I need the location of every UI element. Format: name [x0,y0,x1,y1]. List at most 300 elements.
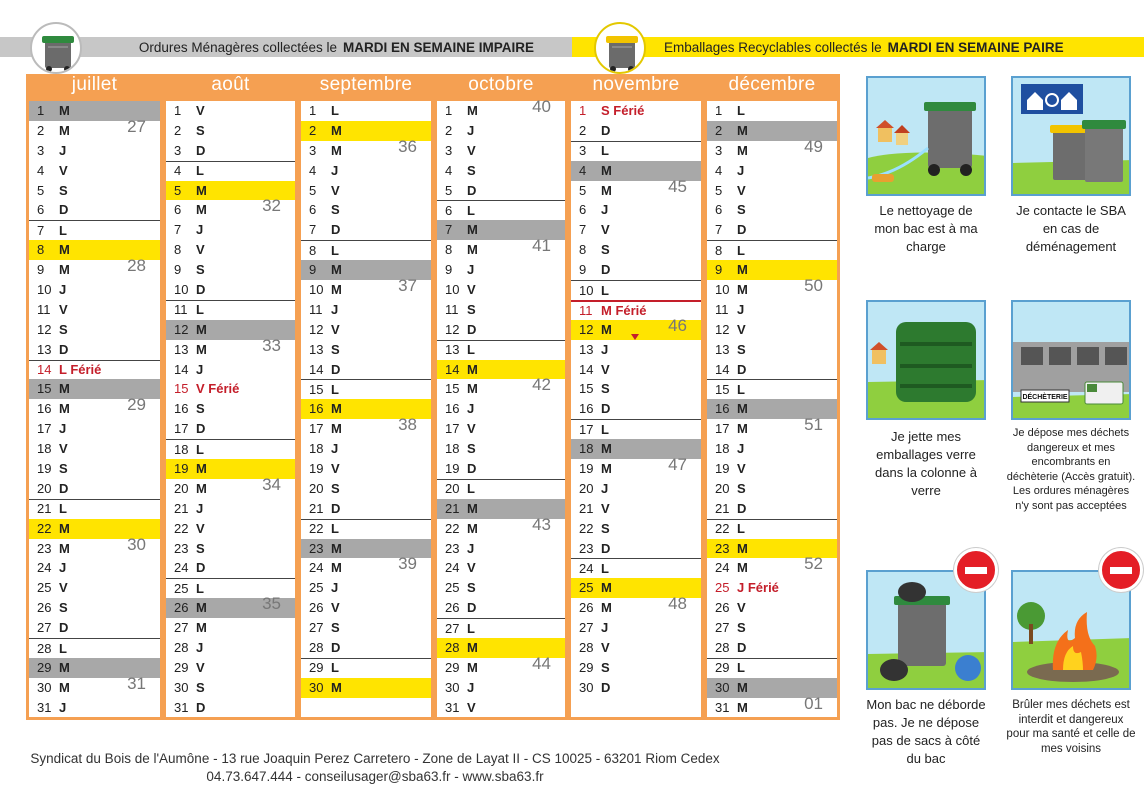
day-number: 2 [37,122,45,138]
day-row [437,459,565,479]
day-row [301,618,431,638]
week-number: 48 [668,594,687,614]
weekday-letter: D [331,222,341,238]
day-row [707,136,837,161]
weekday-letter: S [601,520,610,536]
day-row [166,300,295,320]
weekday-letter: M [59,540,70,556]
day-row [29,479,160,499]
day-row [437,161,565,181]
day-number: 29 [445,659,460,675]
weekday-letter: V [59,162,68,178]
day-number: 21 [309,500,324,516]
day-row [166,280,295,300]
day-number: 13 [37,341,52,357]
day-row [707,693,837,718]
weekday-letter: D [467,600,477,616]
day-number: 1 [309,103,317,118]
day-row [29,698,160,718]
weekday-letter: J [59,699,67,715]
day-number: 15 [445,381,460,397]
weekday-letter: D [331,640,341,656]
weekday-letter: L [601,421,609,437]
weekday-letter: V [331,461,340,477]
weekday-letter: V [601,640,610,656]
day-number: 1 [715,103,723,118]
day-number: 19 [715,461,730,477]
day-number: 13 [174,341,189,357]
holiday-day-row [707,578,837,598]
day-row [437,439,565,459]
day-number: 26 [309,600,324,616]
weekday-letter: V [467,142,476,158]
day-row [166,196,295,220]
day-number: 25 [309,580,324,596]
day-row [166,499,295,519]
day-row [301,101,431,121]
day-number: 3 [37,142,45,158]
day-number: 15 [174,381,189,397]
weekday-letter: J [467,262,475,278]
day-number: 24 [579,560,594,576]
day-number: 16 [445,401,460,417]
day-row [437,698,565,718]
day-row [571,594,701,618]
day-number: 24 [37,560,52,576]
day-row [437,340,565,360]
weekday-letter: L [59,222,67,238]
weekday-letter: M [737,122,748,138]
day-number: 29 [579,659,594,675]
day-row [571,121,701,141]
weekday-letter: J [737,301,745,317]
day-number: 17 [37,421,52,437]
day-number: 30 [579,679,594,695]
day-row [166,658,295,678]
weekday-letter: V [737,182,746,198]
day-number: 22 [309,521,324,537]
day-row [29,340,160,360]
weekday-letter: L [331,381,339,397]
week-number: 40 [532,97,551,116]
weekday-letter: L [467,481,475,497]
day-row [301,379,431,399]
day-number: 6 [445,202,453,218]
day-row [166,558,295,578]
day-number: 23 [715,540,730,556]
weekday-letter: V [737,321,746,337]
weekday-letter: D [601,401,611,417]
day-row [166,539,295,559]
day-number: 27 [445,620,460,636]
day-number: 13 [579,341,594,357]
recycling-center-caption: Je dépose mes déchets dangereux et mes encombrants en déchèterie (Accès gratuit). Les ordures ménagères n'y sont pas acceptées [1006,427,1136,512]
weekday-letter: J [331,441,339,457]
day-row [571,240,701,260]
weekday-letter: L [59,501,67,517]
day-number: 17 [309,421,324,437]
day-number: 7 [715,222,723,238]
day-row [166,474,295,499]
holiday-day-row [571,101,701,121]
day-row [301,200,431,220]
day-number: 1 [579,103,587,118]
week-number: 42 [532,375,551,395]
weekday-letter: M [331,122,342,138]
day-number: 27 [37,620,52,636]
weekday-letter: M [601,321,612,337]
day-row [166,618,295,638]
day-row [166,220,295,240]
day-row [707,598,837,618]
day-row [707,519,837,539]
weekday-letter: S [59,600,68,616]
weekday-letter: M [467,500,478,516]
day-row [301,479,431,499]
day-number: 11 [174,302,188,318]
day-number: 17 [579,421,594,437]
weekday-letter: D [467,461,477,477]
day-row [29,161,160,181]
weekday-letter: M [196,620,207,636]
weekday-letter: S [331,202,340,218]
day-number: 27 [174,620,189,636]
month-name: juillet [71,74,118,95]
day-number: 28 [309,640,324,656]
bin-cleaning-caption: Le nettoyage de mon bac est à ma charge [874,203,978,254]
month-column [704,74,840,720]
day-number: 31 [174,699,189,715]
weekday-letter: M [737,540,748,556]
day-row [437,578,565,598]
weekday-letter: L Férié [59,362,102,378]
month-name: novembre [592,74,680,95]
day-number: 25 [579,580,594,596]
day-row [707,459,837,479]
weekday-letter: M [467,222,478,238]
day-row [707,379,837,399]
weekday-letter: J [331,580,339,596]
day-number: 14 [37,362,52,378]
week-number: 30 [127,534,146,554]
weekday-letter: S [601,659,610,675]
day-number: 4 [174,163,182,179]
weekday-letter: M [196,341,207,357]
day-number: 4 [37,162,45,178]
weekday-letter: L [196,441,204,457]
day-number: 18 [445,441,460,457]
day-number: 7 [174,222,182,238]
day-row [437,375,565,399]
weekday-letter: S [196,262,205,278]
day-row [29,499,160,519]
day-number: 30 [174,679,189,695]
weekday-letter: L [467,620,475,636]
weekday-letter: V [601,361,610,377]
day-row [29,200,160,220]
month-name: décembre [728,74,816,95]
moving-illustration [1011,76,1131,196]
day-row [301,499,431,519]
glass-container-illustration [866,300,986,420]
day-row [707,638,837,658]
day-row [437,181,565,201]
day-number: 13 [309,341,324,357]
recyclables-schedule: MARDI EN SEMAINE PAIRE [887,39,1064,55]
weekday-letter: J [467,540,475,556]
day-row [707,240,837,260]
day-number: 23 [37,540,52,556]
day-row [301,340,431,360]
weekday-letter: L [737,242,745,258]
day-number: 14 [174,361,189,377]
day-number: 16 [579,401,594,417]
weekday-letter: D [59,202,69,218]
day-row [571,399,701,419]
day-number: 11 [37,301,51,317]
day-row [29,459,160,479]
day-number: 6 [309,202,317,218]
day-list [571,101,701,717]
day-number: 18 [174,441,189,457]
weekday-letter: M [737,262,748,278]
day-row [437,618,565,638]
day-row [571,638,701,658]
weekday-letter: S [196,122,205,138]
day-number: 7 [445,222,453,238]
weekday-letter: S [737,341,746,357]
weekday-letter: S [601,381,610,397]
day-number: 11 [715,301,729,317]
day-number: 7 [579,222,587,238]
weekday-letter: M [59,122,70,138]
day-row [437,514,565,539]
weekday-letter: M [601,162,612,178]
prohibited-icon [954,548,998,592]
day-number: 31 [715,699,730,715]
weekday-letter: L [737,660,745,676]
day-row [29,598,160,618]
day-row [571,379,701,399]
day-number: 8 [715,242,723,258]
week-number: 49 [804,136,823,156]
day-row [29,256,160,280]
day-row [437,598,565,618]
day-row [571,260,701,280]
day-number: 2 [579,122,587,138]
weekday-letter: J [331,301,339,317]
day-number: 9 [174,262,182,278]
weekday-letter: V [467,282,476,298]
day-row [29,558,160,578]
day-number: 4 [445,162,453,178]
day-number: 2 [445,122,453,138]
day-number: 5 [445,182,453,198]
week-number: 31 [127,673,146,693]
weekday-letter: D [737,640,747,656]
weekday-letter: M [601,580,612,596]
day-list [437,97,565,717]
weekday-letter: V [196,242,205,258]
day-number: 30 [445,679,460,695]
weekday-letter: D [196,421,206,437]
week-number: 46 [668,315,687,335]
weekday-letter: J [59,142,67,158]
weekday-letter: D [601,122,611,138]
week-number: 41 [532,236,551,256]
day-row [29,320,160,340]
day-number: 14 [715,361,730,377]
day-number: 9 [715,262,723,278]
weekday-letter: L [737,103,745,118]
week-number: 43 [532,514,551,534]
day-row [166,335,295,360]
day-number: 19 [445,461,460,477]
day-number: 10 [715,282,730,298]
day-number: 14 [445,361,460,377]
holiday-day-row [166,379,295,399]
day-row [29,280,160,300]
week-number: 52 [804,554,823,574]
day-number: 23 [445,540,460,556]
weekday-letter: V [196,520,205,536]
day-row [437,539,565,559]
day-number: 30 [37,679,52,695]
day-number: 31 [37,699,52,715]
day-row [29,419,160,439]
day-number: 12 [445,321,460,337]
week-number: 38 [398,415,417,435]
weekday-letter: M [59,659,70,675]
day-row [571,455,701,479]
day-list [166,101,295,717]
weekday-letter: M [737,401,748,417]
day-row [301,360,431,380]
day-row [571,280,701,300]
day-number: 25 [174,580,189,596]
day-number: 20 [579,480,594,496]
weekday-letter: S [196,540,205,556]
day-number: 29 [37,659,52,675]
day-number: 1 [174,103,182,118]
week-number: 44 [532,653,551,673]
day-number: 20 [715,480,730,496]
day-number: 28 [715,640,730,656]
day-row [707,479,837,499]
footer-address: Syndicat du Bois de l'Aumône - 13 rue Joaquin Perez Carretero - Zone de Layat II - CS 10025 - 63201 Riom Cedex [30,751,720,766]
week-number: 47 [668,455,687,475]
day-row [437,260,565,280]
weekday-letter: L [331,103,339,118]
day-row [29,300,160,320]
weekday-letter: D [196,282,206,298]
day-number: 30 [715,679,730,695]
day-number: 29 [309,660,324,676]
day-number: 17 [445,421,460,437]
weekday-letter: S [196,679,205,695]
weekday-letter: M [467,361,478,377]
day-number: 24 [445,560,460,576]
day-number: 28 [174,640,189,656]
day-row [707,161,837,181]
weekday-letter: V [196,659,205,675]
day-number: 25 [715,580,730,596]
weekday-letter: S [467,301,476,317]
day-row [301,439,431,459]
day-number: 13 [445,342,460,358]
day-number: 21 [37,501,52,517]
weekday-letter: M [467,520,478,536]
day-number: 25 [37,580,52,596]
day-number: 23 [579,540,594,556]
day-number: 20 [174,480,189,496]
day-row [29,534,160,559]
weekday-letter: V [467,421,476,437]
day-number: 12 [37,321,52,337]
day-row [707,499,837,519]
weekday-letter: M [331,421,342,437]
weekday-letter: J [59,560,67,576]
day-number: 3 [715,142,723,158]
footer-contact: 04.73.647.444 - conseilusager@sba63.fr - www.sba63.fr [206,769,544,784]
day-number: 10 [174,282,189,298]
day-row [571,220,701,240]
weekday-letter: L [737,521,745,537]
collection-calendar [26,74,840,720]
day-number: 8 [37,242,45,258]
day-number: 24 [174,560,189,576]
weekday-letter: L [601,282,609,298]
day-number: 6 [174,202,182,218]
gray-bin-icon [30,22,82,74]
weekday-letter: M [737,679,748,695]
weekday-letter: V [331,182,340,198]
weekday-letter: J [737,162,745,178]
weekday-letter: V [59,441,68,457]
day-row [29,220,160,240]
weekday-letter: J [601,202,609,218]
day-row [166,260,295,280]
day-number: 16 [174,401,189,417]
day-row [29,395,160,419]
day-number: 28 [445,640,460,656]
moving-caption: Je contacte le SBA en cas de déménagement [1016,203,1126,254]
day-list [29,101,160,717]
day-number: 26 [715,600,730,616]
weekday-letter: M [331,401,342,417]
household-waste-text: Ordures Ménagères collectées le [138,39,337,55]
weekday-letter: L [331,521,339,537]
day-row [571,141,701,161]
day-row [437,678,565,698]
day-row [707,101,837,121]
day-number: 19 [37,461,52,477]
day-row [437,236,565,260]
weekday-letter: D [59,480,69,496]
day-row [437,97,565,121]
day-row [571,678,701,698]
day-row [166,240,295,260]
day-number: 19 [579,461,594,477]
weekday-letter: V [737,600,746,616]
day-number: 14 [579,361,594,377]
day-number: 2 [174,122,182,138]
day-number: 13 [715,341,730,357]
weekday-letter: M [59,242,70,258]
weekday-letter: D [331,361,341,377]
day-row [29,141,160,161]
day-number: 1 [445,103,453,118]
